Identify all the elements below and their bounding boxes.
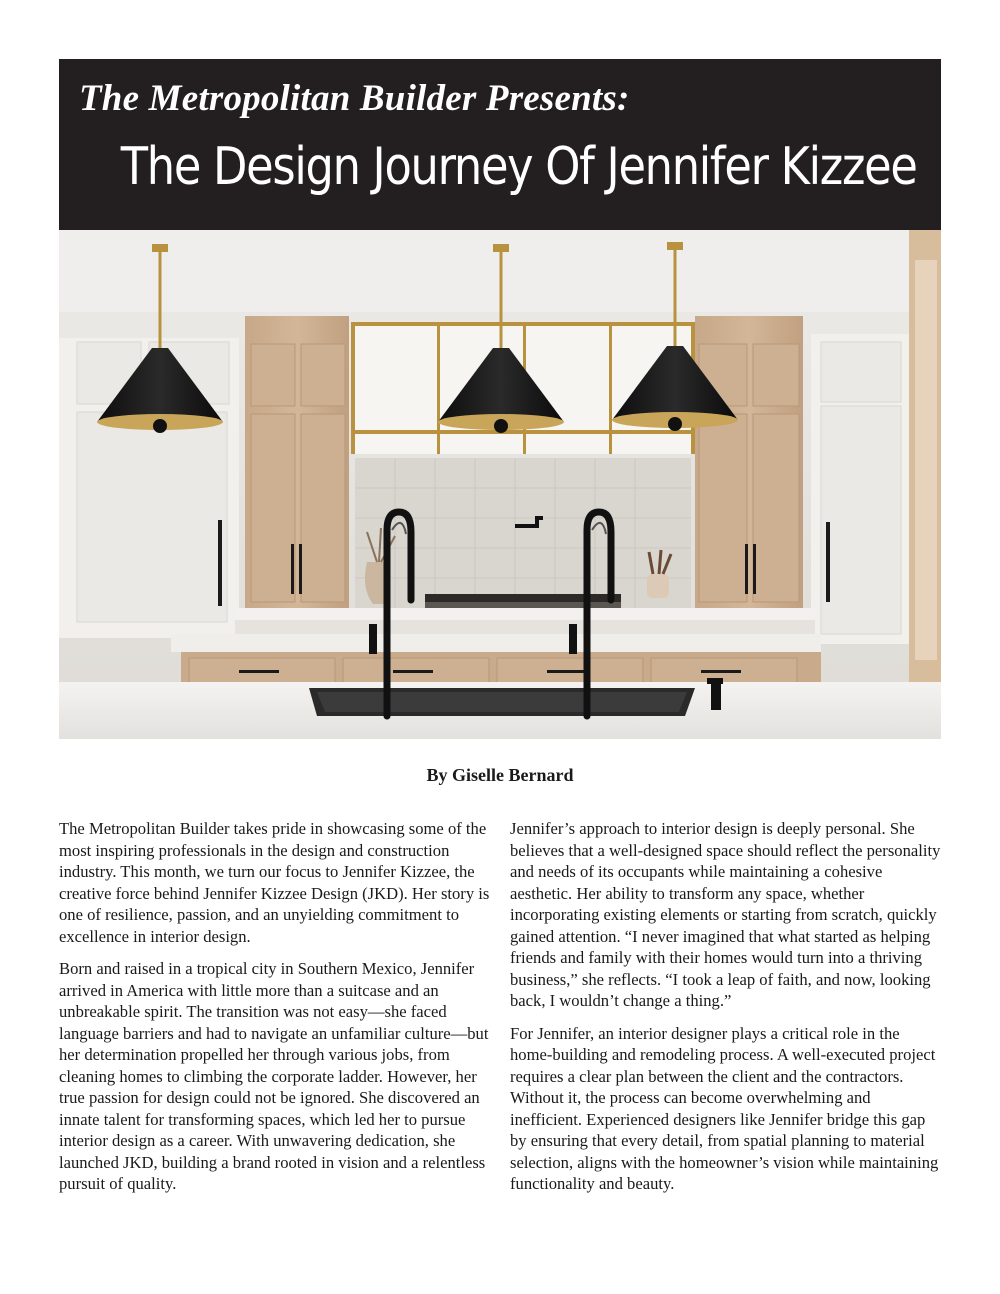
article-left-column [59,818,491,1206]
kicker-title: The Metropolitan Builder Presents: [79,78,630,119]
article-paragraph: For Jennifer, an interior designer plays a critical role in the home-building and remodeling process. A well-executed project requires a clear plan between the client and the contractors. Without it, the process can become overwhelming and inefficient. Experienced designers like Jennifer bridge this gap by ensuring that every detail, from spatial planning to material selection, aligns with the homeowner’s vision while maintaining functionality and beauty. [510,1023,939,1193]
kitchen-photo [59,230,941,739]
header-banner [59,59,941,230]
byline: By Giselle Bernard [426,765,574,785]
headline-title: The Design Journey Of Jennifer Kizzee [120,137,917,197]
article-paragraph: The Metropolitan Builder takes pride in showcasing some of the most inspiring professionals in the design and construction industry. This month, we turn our focus to Jennifer Kizzee, the creative force behind Jennifer Kizzee Design (JKD). Her story is one of resilience, passion, and an unyielding commitment to excellence in interior design. [59,819,490,946]
article-right-column [510,818,942,1206]
article-paragraph: Jennifer’s approach to interior design is deeply personal. She believes that a well-designed space should reflect the personality and needs of its occupants while maintaining a cohesive aesthetic. Her ability to transform any space, whether incorporating existing elements or starting from scratch, quickly gained attention. “I never imagined that what started as helping friends and family with their homes would turn into a thriving business,” she reflects. “I took a leap of faith, and now, looking back, I wouldn’t change a thing.” [510,819,941,1010]
article-paragraph: Born and raised in a tropical city in Southern Mexico, Jennifer arrived in America with little more than a suitcase and an unbreakable spirit. The transition was not easy—she faced language barriers and had to navigate an unfamiliar culture—but her determination propelled her through various jobs, from cleaning homes to climbing the corporate ladder. However, her true passion for design could not be ignored. She discovered an innate talent for transforming spaces, which led her to pursue interior design as a career. With unwavering dedication, she launched JKD, building a brand rooted in vision and a relentless pursuit of quality. [59,959,489,1193]
